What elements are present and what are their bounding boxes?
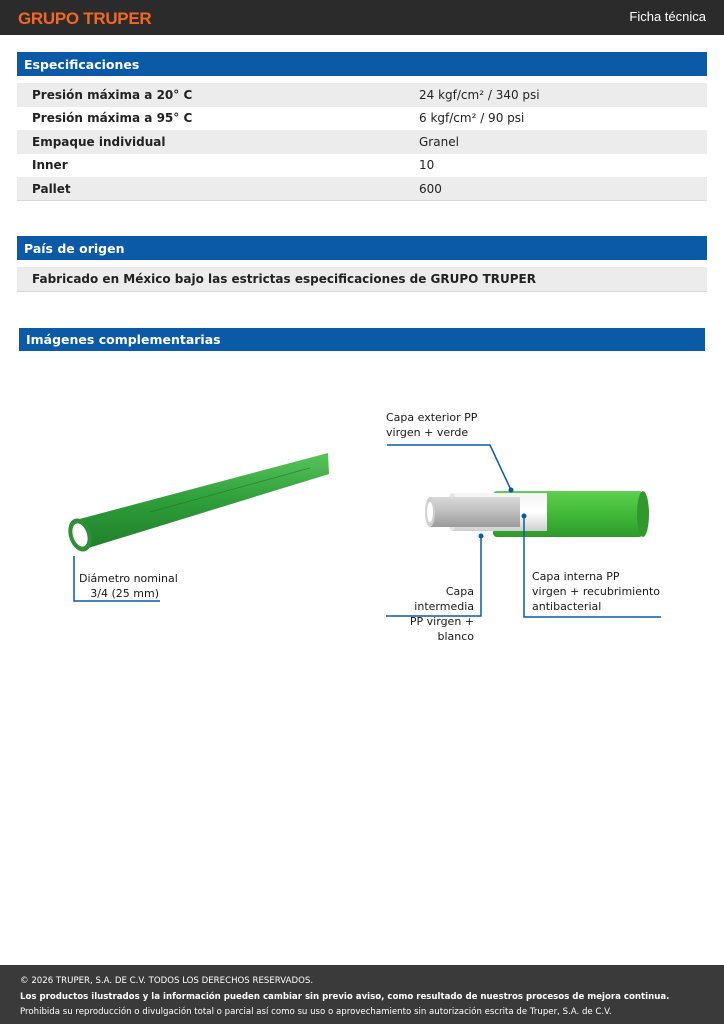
spec-value: 24 kgf/cm² / 340 psi	[419, 87, 540, 102]
inner-layer-line-1: Capa interna PP	[532, 570, 620, 583]
footer-copyright: © 2026 TRUPER, S.A. DE C.V. TODOS LOS DERECHOS RESERVADOS.	[20, 976, 314, 986]
table-row	[17, 177, 707, 201]
spec-value: 10	[419, 158, 435, 173]
spec-label: Empaque individual	[32, 134, 166, 149]
spec-label: Pallet	[32, 181, 71, 196]
spec-label: Inner	[32, 158, 68, 173]
top-header	[0, 0, 724, 35]
pipe-illustration	[0, 360, 724, 660]
table-row	[17, 154, 707, 178]
inner-layer-line-3: antibacterial	[532, 600, 602, 613]
footer	[0, 965, 724, 1024]
spec-value: Granel	[419, 134, 459, 149]
middle-layer-line-1: Capa intermedia	[414, 585, 474, 613]
spec-value: 6 kgf/cm² / 90 psi	[419, 111, 525, 126]
table-row	[17, 130, 707, 154]
outer-layer-callout	[386, 410, 477, 440]
pipe-cutaway	[425, 491, 649, 537]
diameter-label: Diámetro nominal	[79, 572, 178, 585]
table-row	[17, 83, 707, 107]
specs-table	[17, 83, 707, 201]
spec-label: Presión máxima a 20° C	[32, 87, 193, 102]
spec-value: 600	[419, 181, 442, 196]
diameter-value: 3/4	[90, 587, 108, 600]
complementary-images	[0, 360, 724, 660]
origin-text: Fabricado en México bajo las estrictas especificaciones de GRUPO TRUPER	[17, 267, 707, 291]
brand-logo: GRUPO TRUPER	[18, 9, 152, 28]
diameter-mm: (25 mm)	[111, 587, 159, 600]
table-divider	[17, 200, 707, 201]
diameter-value-line	[79, 586, 159, 601]
table-row	[17, 107, 707, 131]
spec-label: Presión máxima a 95° C	[32, 111, 193, 126]
origin-section-title: País de origen	[17, 236, 707, 260]
specs-section-title: Especificaciones	[17, 52, 707, 76]
middle-layer-callout	[386, 584, 474, 644]
outer-layer-line-1: Capa exterior PP	[386, 411, 478, 424]
table-divider	[17, 291, 707, 292]
images-section-title: Imágenes complementarias	[19, 328, 705, 351]
pipe-side-view	[64, 453, 329, 555]
document-type: Ficha técnica	[629, 9, 706, 24]
inner-layer-line-2: virgen + recubrimiento	[532, 585, 661, 598]
footer-notice: Los productos ilustrados y la información pueden cambiar sin previo aviso, como resultado de nuestros procesos de mejora continua.	[20, 991, 670, 1002]
diameter-callout	[79, 571, 178, 601]
inner-layer-callout	[532, 569, 660, 614]
middle-layer-line-2: PP virgen + blanco	[409, 615, 474, 643]
outer-layer-line-2: virgen + verde	[386, 426, 469, 439]
footer-prohibition: Prohibida su reproducción o divulgación total o parcial así como su uso o aprovechamiento sin autorización escrita de Truper, S.A. de C.V.	[20, 1007, 612, 1017]
